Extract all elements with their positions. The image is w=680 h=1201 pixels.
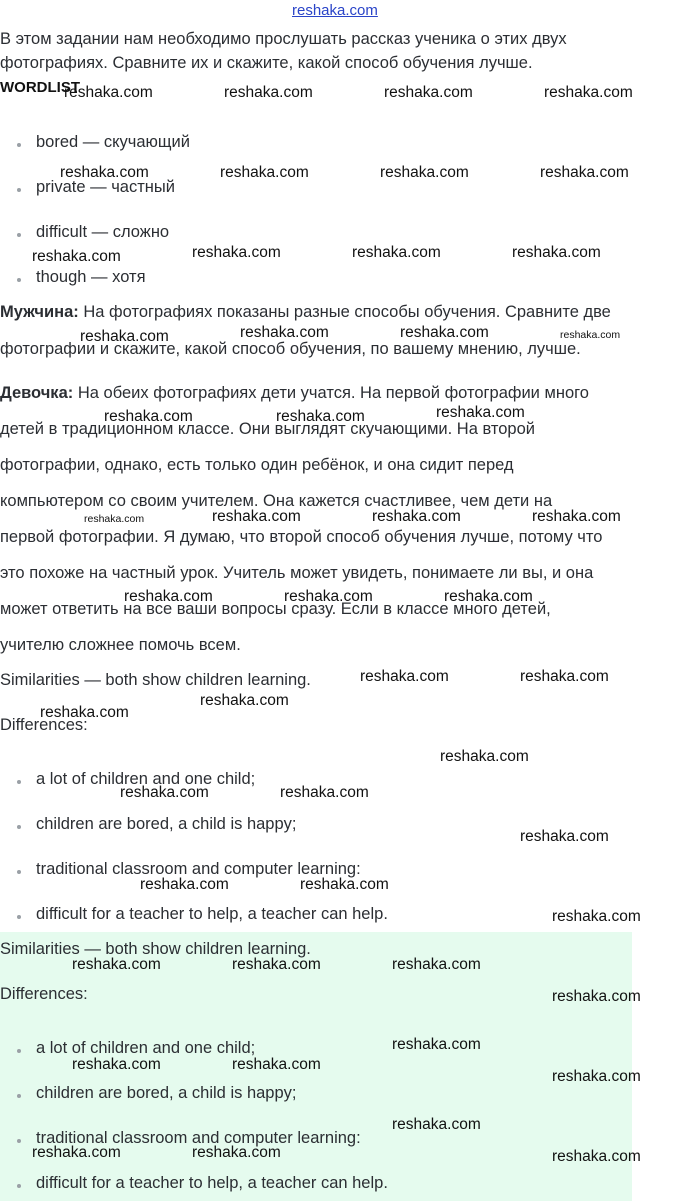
difference-item: children are bored, a child is happy; <box>36 815 297 833</box>
bullet-icon <box>17 1049 21 1053</box>
watermark-text: reshaka.com <box>276 408 365 425</box>
watermark-text: reshaka.com <box>32 248 121 265</box>
wordlist-heading: WORDLIST <box>0 79 80 96</box>
bullet-icon <box>17 1094 21 1098</box>
site-logo-link[interactable]: reshaka.com <box>292 2 378 19</box>
watermark-text: reshaka.com <box>64 84 153 101</box>
similarities-text: Similarities — both show children learning. <box>0 671 311 689</box>
watermark-text: reshaka.com <box>552 1148 641 1165</box>
differences-label: Differences: <box>0 985 88 1003</box>
watermark-text: reshaka.com <box>280 784 369 801</box>
watermark-text: reshaka.com <box>540 164 629 181</box>
bullet-icon <box>17 780 21 784</box>
difference-item: a lot of children and one child; <box>36 770 256 788</box>
watermark-text: reshaka.com <box>40 704 129 721</box>
watermark-text: reshaka.com <box>300 876 389 893</box>
watermark-text: reshaka.com <box>444 588 533 605</box>
watermark-text: reshaka.com <box>544 84 633 101</box>
difference-item: traditional classroom and computer learning: <box>36 1129 361 1147</box>
watermark-text: reshaka.com <box>352 244 441 261</box>
watermark-text: reshaka.com <box>120 784 209 801</box>
bullet-icon <box>17 870 21 874</box>
watermark-text: reshaka.com <box>360 668 449 685</box>
wordlist-item: difficult — сложно <box>36 223 170 241</box>
dialogue-line: первой фотографии. Я думаю, что второй способ обучения лучше, потому что <box>0 528 603 546</box>
bullet-icon <box>17 1139 21 1143</box>
watermark-text: reshaka.com <box>240 324 329 341</box>
watermark-text: reshaka.com <box>192 1144 281 1161</box>
difference-item: a lot of children and one child; <box>36 1039 256 1057</box>
watermark-text: reshaka.com <box>552 908 641 925</box>
watermark-text: reshaka.com <box>436 404 525 421</box>
bullet-icon <box>17 915 21 919</box>
dialogue-line: компьютером со своим учителем. Она кажется счастливее, чем дети на <box>0 492 553 510</box>
bullet-icon <box>17 825 21 829</box>
watermark-text: reshaka.com <box>140 876 229 893</box>
bullet-icon <box>17 278 21 282</box>
speaker-label: Девочка: <box>0 384 74 402</box>
watermark-text: reshaka.com <box>552 988 641 1005</box>
difference-item: difficult for a teacher to help, a teacher can help. <box>36 905 388 923</box>
bullet-icon <box>17 1184 21 1188</box>
speaker-label: Мужчина: <box>0 303 79 321</box>
watermark-text: reshaka.com <box>284 588 373 605</box>
watermark-text: reshaka.com <box>440 748 529 765</box>
intro-text-line-cut: фотографиях. Сравните их и скажите, какой способ обучения лучше. <box>0 54 533 72</box>
watermark-text: reshaka.com <box>552 1068 641 1085</box>
dialogue-line: учителю сложнее помочь всем. <box>0 636 241 654</box>
dialogue-line: Девочка: На обеих фотографиях дети учатся. На первой фотографии много <box>0 384 589 402</box>
difference-item: traditional classroom and computer learning: <box>36 860 361 878</box>
watermark-text: reshaka.com <box>72 956 161 973</box>
watermark-text: reshaka.com <box>532 508 621 525</box>
dialogue-line: Мужчина: На фотографиях показаны разные способы обучения. Сравните две <box>0 303 611 321</box>
watermark-text: reshaka.com <box>60 164 149 181</box>
difference-item: children are bored, a child is happy; <box>36 1084 297 1102</box>
watermark-text: reshaka.com <box>520 668 609 685</box>
watermark-text: reshaka.com <box>200 692 289 709</box>
dialogue-line: это похоже на частный урок. Учитель может увидеть, понимаете ли вы, и она <box>0 564 594 582</box>
watermark-text: reshaka.com <box>372 508 461 525</box>
watermark-text: reshaka.com <box>104 408 193 425</box>
watermark-text: reshaka.com <box>512 244 601 261</box>
watermark-text: reshaka.com <box>232 1056 321 1073</box>
watermark-text: reshaka.com <box>520 828 609 845</box>
watermark-text: reshaka.com <box>392 1036 481 1053</box>
wordlist-item: bored — скучающий <box>36 133 190 151</box>
difference-item: difficult for a teacher to help, a teacher can help. <box>36 1174 388 1192</box>
dialogue-line: фотографии, однако, есть только один ребёнок, и она сидит перед <box>0 456 514 474</box>
wordlist-item: private — частный <box>36 178 175 196</box>
watermark-text: reshaka.com <box>212 508 301 525</box>
similarities-text: Similarities — both show children learning. <box>0 940 311 958</box>
dialogue-line: может ответить на все ваши вопросы сразу. Если в классе много детей, <box>0 600 551 618</box>
watermark-text: reshaka.com <box>192 244 281 261</box>
watermark-text: reshaka.com <box>32 1144 121 1161</box>
watermark-text: reshaka.com <box>384 84 473 101</box>
watermark-text: reshaka.com <box>232 956 321 973</box>
watermark-text: reshaka.com <box>392 956 481 973</box>
watermark-text: reshaka.com <box>84 513 145 525</box>
differences-label: Differences: <box>0 716 88 734</box>
watermark-text: reshaka.com <box>392 1116 481 1133</box>
watermark-text: reshaka.com <box>380 164 469 181</box>
watermark-text: reshaka.com <box>72 1056 161 1073</box>
dialogue-line: фотографии и скажите, какой способ обучения, по вашему мнению, лучше. <box>0 340 581 358</box>
wordlist-item: though — хотя <box>36 268 146 286</box>
bullet-icon <box>17 143 21 147</box>
watermark-text: reshaka.com <box>220 164 309 181</box>
bullet-icon <box>17 188 21 192</box>
watermark-text: reshaka.com <box>224 84 313 101</box>
watermark-text: reshaka.com <box>124 588 213 605</box>
intro-text-line: В этом задании нам необходимо прослушать рассказ ученика о этих двух <box>0 30 567 48</box>
bullet-icon <box>17 233 21 237</box>
watermark-text: reshaka.com <box>80 328 169 345</box>
watermark-text: reshaka.com <box>560 329 621 341</box>
dialogue-line: детей в традиционном классе. Они выглядят скучающими. На второй <box>0 420 536 438</box>
watermark-text: reshaka.com <box>400 324 489 341</box>
